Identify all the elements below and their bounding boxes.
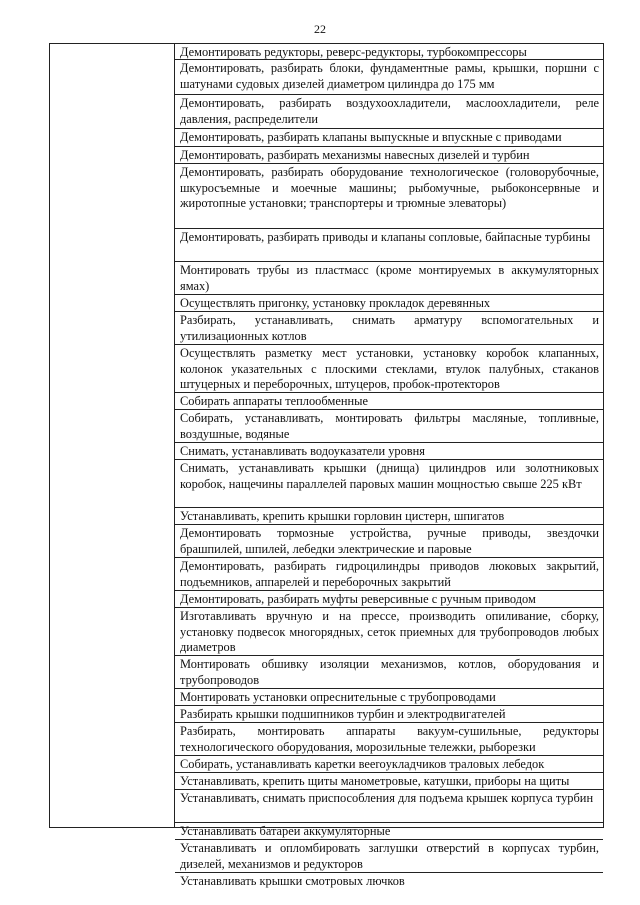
table-row: Собирать, устанавливать, монтировать фильтры масляные, топливные, воздушные, водяные bbox=[175, 410, 603, 443]
table-row: Демонтировать, разбирать оборудование технологическое (головорубочные, шкуросъемные и моечные машины; рыбомучные, рыбоконсервные и жиротопные установки; транспортеры и трюмные элеваторы) bbox=[175, 164, 603, 229]
work-list-table bbox=[49, 43, 604, 888]
table-row: Монтировать обшивку изоляции механизмов, котлов, оборудования и трубопроводов bbox=[175, 656, 603, 689]
table-row: Демонтировать, разбирать механизмы навесных дизелей и турбин bbox=[175, 147, 603, 164]
empty-left-column bbox=[50, 44, 175, 827]
table-row: Демонтировать тормозные устройства, ручные приводы, звездочки брашпилей, шпилей, лебедки электрические и паровые bbox=[175, 525, 603, 558]
table-row: Демонтировать, разбирать гидроцилиндры приводов люковых закрытий, подъемников, аппарелей и переборочных закрытий bbox=[175, 558, 603, 591]
table-row: Собирать аппараты теплообменные bbox=[175, 393, 603, 410]
table-row: Устанавливать, крепить щиты манометровые, катушки, приборы на щиты bbox=[175, 773, 603, 790]
page-number: 22 bbox=[314, 22, 326, 36]
table-row: Снимать, устанавливать водоуказатели уровня bbox=[175, 443, 603, 460]
table-row: Демонтировать, разбирать блоки, фундаментные рамы, крышки, поршни с шатунами судовых дизелей диаметром цилиндра до 175 мм bbox=[175, 60, 603, 95]
table-row: Разбирать, устанавливать, снимать арматуру вспомогательных и утилизационных котлов bbox=[175, 312, 603, 345]
table-row: Осуществлять пригонку, установку прокладок деревянных bbox=[175, 295, 603, 312]
table-row: Монтировать установки опреснительные с трубопроводами bbox=[175, 689, 603, 706]
table-row: Устанавливать, снимать приспособления для подъема крышек корпуса турбин bbox=[175, 790, 603, 823]
work-items-column bbox=[175, 44, 603, 888]
table-row: Демонтировать редукторы, реверс-редукторы, турбокомпрессоры bbox=[175, 44, 603, 60]
table-row: Монтировать трубы из пластмасс (кроме монтируемых в аккумуляторных ямах) bbox=[175, 262, 603, 295]
table-row: Устанавливать батареи аккумуляторные bbox=[175, 823, 603, 840]
table-row: Изготавливать вручную и на прессе, производить опиливание, сборку, установку подвесок многорядных, сеток приемных для трубопроводов любых диаметров bbox=[175, 608, 603, 656]
table-row: Устанавливать, крепить крышки горловин цистерн, шпигатов bbox=[175, 508, 603, 525]
table-row: Разбирать крышки подшипников турбин и электродвигателей bbox=[175, 706, 603, 723]
table-row: Демонтировать, разбирать клапаны выпускные и впускные с приводами bbox=[175, 129, 603, 147]
table-row: Разбирать, монтировать аппараты вакуум-сушильные, редукторы технологического оборудования, морозильные тележки, рыборезки bbox=[175, 723, 603, 756]
table-row: Устанавливать крышки смотровых лючков bbox=[180, 874, 405, 888]
table-row: Снимать, устанавливать крышки (днища) цилиндров или золотниковых коробок, нащечины параллелей паровых машин мощностью свыше 225 кВт bbox=[175, 460, 603, 508]
table-row: Демонтировать, разбирать воздухоохладители, маслоохладители, реле давления, распределители bbox=[175, 95, 603, 129]
table-row: Устанавливать и опломбировать заглушки отверстий в корпусах турбин, дизелей, механизмов и редукторов bbox=[175, 840, 603, 873]
table-row: Демонтировать, разбирать муфты реверсивные с ручным приводом bbox=[175, 591, 603, 608]
table-row: Демонтировать, разбирать приводы и клапаны сопловые, байпасные турбины bbox=[175, 229, 603, 262]
table-row: Осуществлять разметку мест установки, установку коробок клапанных, колонок указательных с плоскими стеклами, втулок палубных, стаканов штуцерных и переборочных, штуцеров, пробок-протекторов bbox=[175, 345, 603, 393]
table-row: Собирать, устанавливать каретки вееroукладчиков траловых лебедок bbox=[175, 756, 603, 773]
